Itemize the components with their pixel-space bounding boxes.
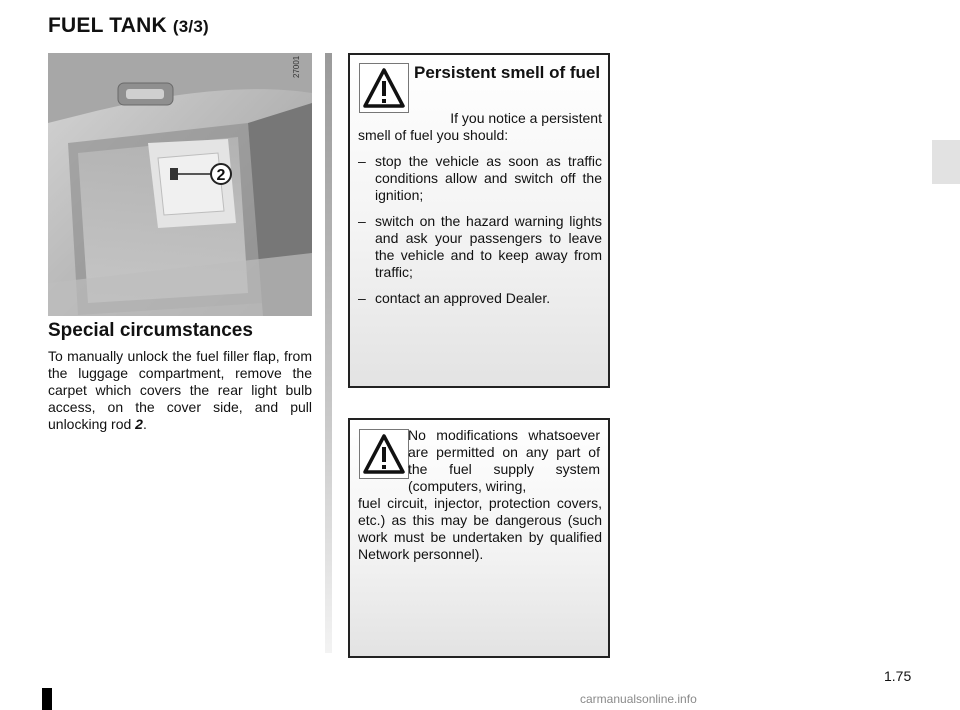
list-item [358,290,602,307]
warning-title: Persistent smell of fuel [414,63,601,82]
watermark-text: carmanualsonline.info [580,692,697,706]
list-dash: – [358,213,366,229]
warning-triangle-icon [359,63,409,113]
chapter-tab [932,140,960,184]
luggage-compartment-photo [48,53,312,316]
callout-marker: 2 [210,163,232,185]
section-paragraph [48,348,312,433]
section-heading: Special circumstances [48,320,253,341]
list-dash: – [358,153,366,169]
list-item [358,153,602,204]
page-title-suffix: (3/3) [172,17,209,36]
page-title-text: FUEL TANK [48,14,167,37]
page-number: 1.75 [884,668,912,684]
paragraph-end: . [142,416,147,432]
illustration-code: 27001 [292,56,301,79]
paragraph-text: To manually unlock the fuel filler flap, from the luggage compartment, remove the carpet which covers the rear light bulb access, on the cover side, and pull unlocking rod [48,348,312,432]
warning-intro-line-1: If you notice a persistent [450,110,602,126]
list-item-text: contact an approved Dealer. [375,290,551,306]
list-item-text: switch on the hazard warning lights and ask your passengers to leave the vehicle and to keep away from traffic; [375,213,602,280]
warning-triangle-icon [359,429,409,479]
warning-text-part-2: fuel circuit, injector, protection covers, etc.) as this may be dangerous (such work must be undertaken by qualified Network personnel). [358,495,602,562]
page-title [48,14,209,38]
footer-mark [42,688,52,710]
rod-reference: 2 [135,416,143,432]
column-divider [325,53,332,653]
list-item-text: stop the vehicle as soon as traffic conditions allow and switch off the ignition; [375,153,602,203]
list-item [358,213,602,281]
warning-text-part-1: No modifications whatsoever are permitted on any part of the fuel supply system (computers, wiring, [408,427,600,494]
warning-list [358,153,602,316]
warning-box-fuel-smell [348,53,610,388]
list-dash: – [358,290,366,306]
warning-intro-line-2: smell of fuel you should: [358,127,509,143]
warning-box-modifications [348,418,610,658]
